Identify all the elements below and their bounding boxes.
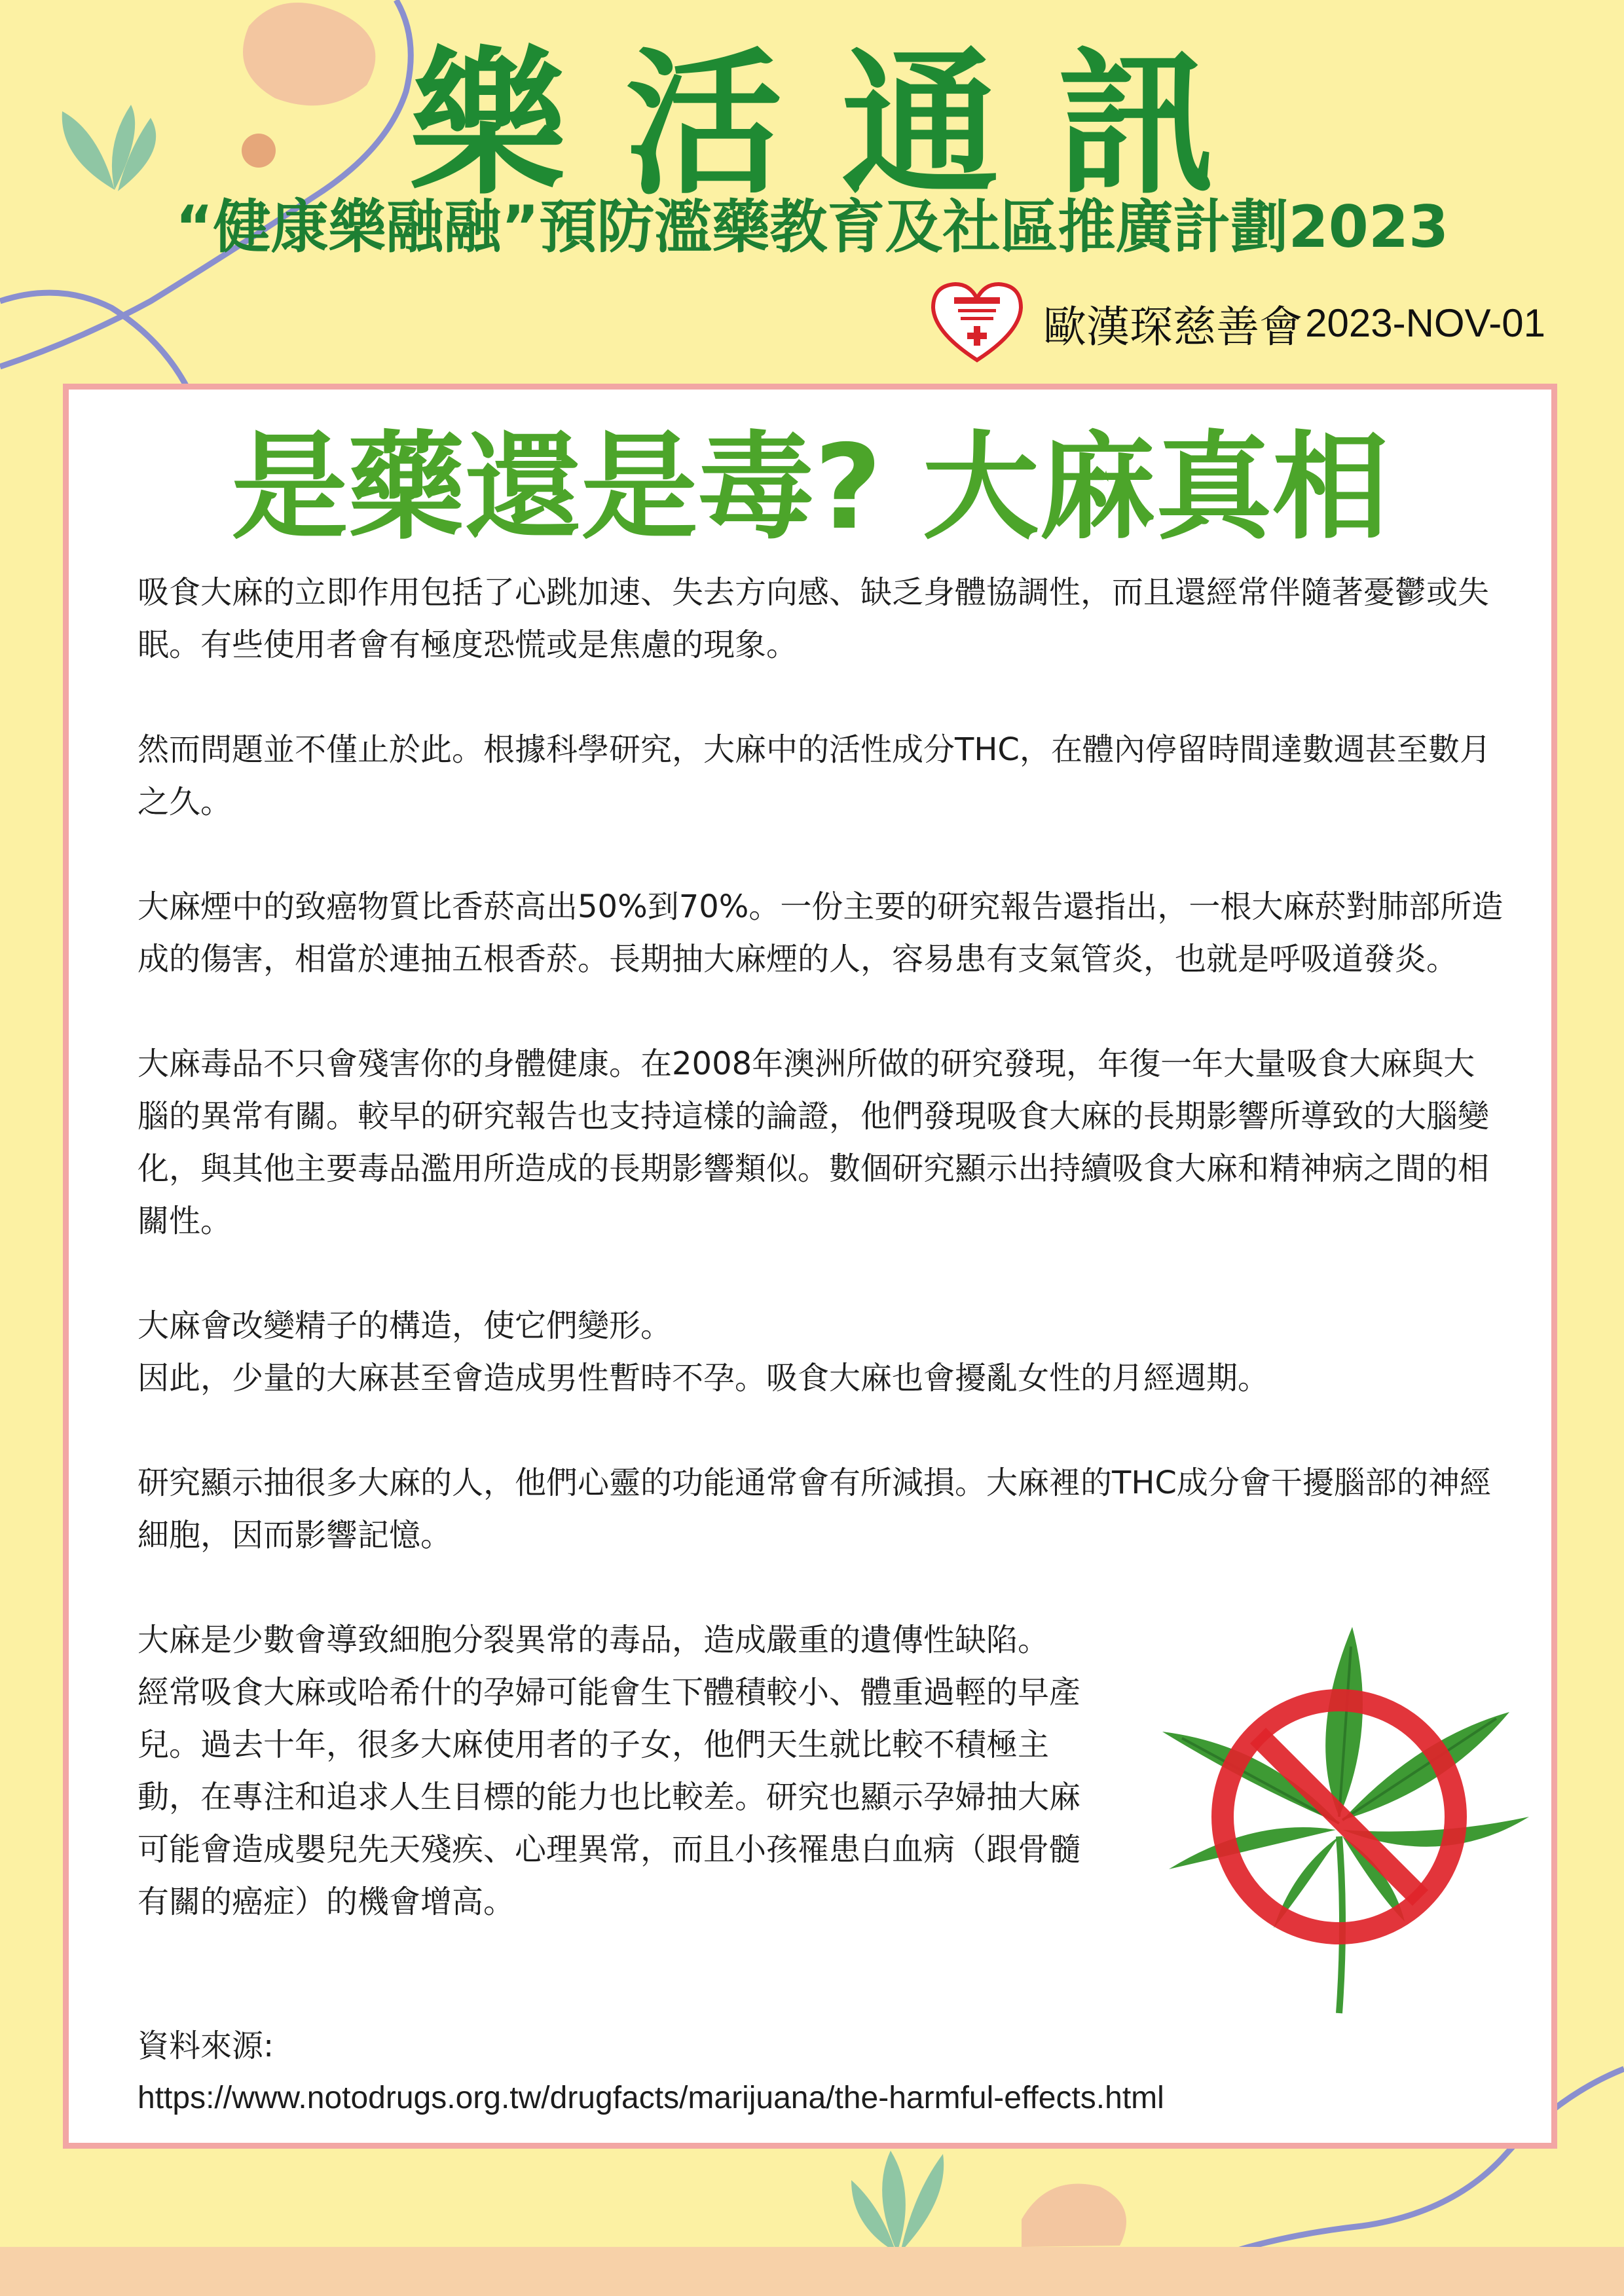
article-paragraph: 然而問題並不僅止於此。根據科學研究，大麻中的活性成分THC，在體內停留時間達數週甚至數月之久。 [138,731,1491,820]
peach-blob [1022,2184,1126,2247]
article-title: 是藥還是毒? 大麻真相 [231,420,1389,555]
issue-date: 2023-NOV-01 [1305,301,1545,345]
article-paragraph: 吸食大麻的立即作用包括了心跳加速、失去方向感、缺乏身體協調性，而且還經常伴隨著憂鬱或失眠。有些使用者會有極度恐慌或是焦慮的現象。 [138,574,1490,663]
article-paragraph: 研究顯示抽很多大麻的人，他們心靈的功能通常會有所減損。大麻裡的THC成分會干擾腦部的神經細胞，因而影響記憶。 [138,1465,1491,1554]
leaf-decoration [900,2154,944,2252]
article-paragraph: 大麻會改變精子的構造，使它們變形。 因此，少量的大麻甚至會造成男性暫時不孕。吸食大麻也會擾亂女性的月經週期。 [138,1307,1270,1396]
source-label: 資料來源: [138,2028,274,2064]
source-link[interactable]: https://www.notodrugs.org.tw/drugfacts/marijuana/the-harmful-effects.html [138,2081,1164,2115]
heart-logo-icon [928,280,1026,365]
article-paragraph: 大麻毒品不只會殘害你的身體健康。在2008年澳洲所做的研究發現，年復一年大量吸食大麻與大腦的異常有關。較早的研究報告也支持這樣的論證，他們發現吸食大麻的長期影響所導致的大腦變化，與其他主要毒品濫用所造成的長期影響類似。數個研究顯示出持續吸食大麻和精神病之間的相關性。 [138,1046,1490,1239]
article-card [63,384,1557,2149]
masthead-title: 樂活通訊 [409,33,1274,216]
no-cannabis-icon [1143,1620,1536,2026]
curve-decoration [0,293,190,393]
program-subtitle: “健康樂融融”預防濫藥教育及社區推廣計劃2023 [175,193,1449,261]
bottom-band [0,2247,1624,2296]
organization-line [928,280,1545,365]
article-paragraph: 大麻是少數會導致細胞分裂異常的毒品，造成嚴重的遺傳性缺陷。 經常吸食大麻或哈希什的孕婦可能會生下體積較小、體重過輕的早產兒。過去十年，很多大麻使用者的子女，他們天生就比較不積極主動，在專注和追求人生目標的能力也比較差。研究也顯示孕婦抽大麻可能會造成嬰兒先天殘疾、心理異常，而且小孩罹患白血病（跟骨髓有關的癌症）的機會增高。 [138,1622,1081,1920]
organization-name: 歐漢琛慈善會 [1043,301,1303,352]
article-paragraph: 大麻煙中的致癌物質比香菸高出50%到70%。一份主要的研究報告還指出，一根大麻菸對肺部所造成的傷害，相當於連抽五根香菸。長期抽大麻煙的人，容易患有支氣管炎，也就是呼吸道發炎。 [138,888,1504,977]
